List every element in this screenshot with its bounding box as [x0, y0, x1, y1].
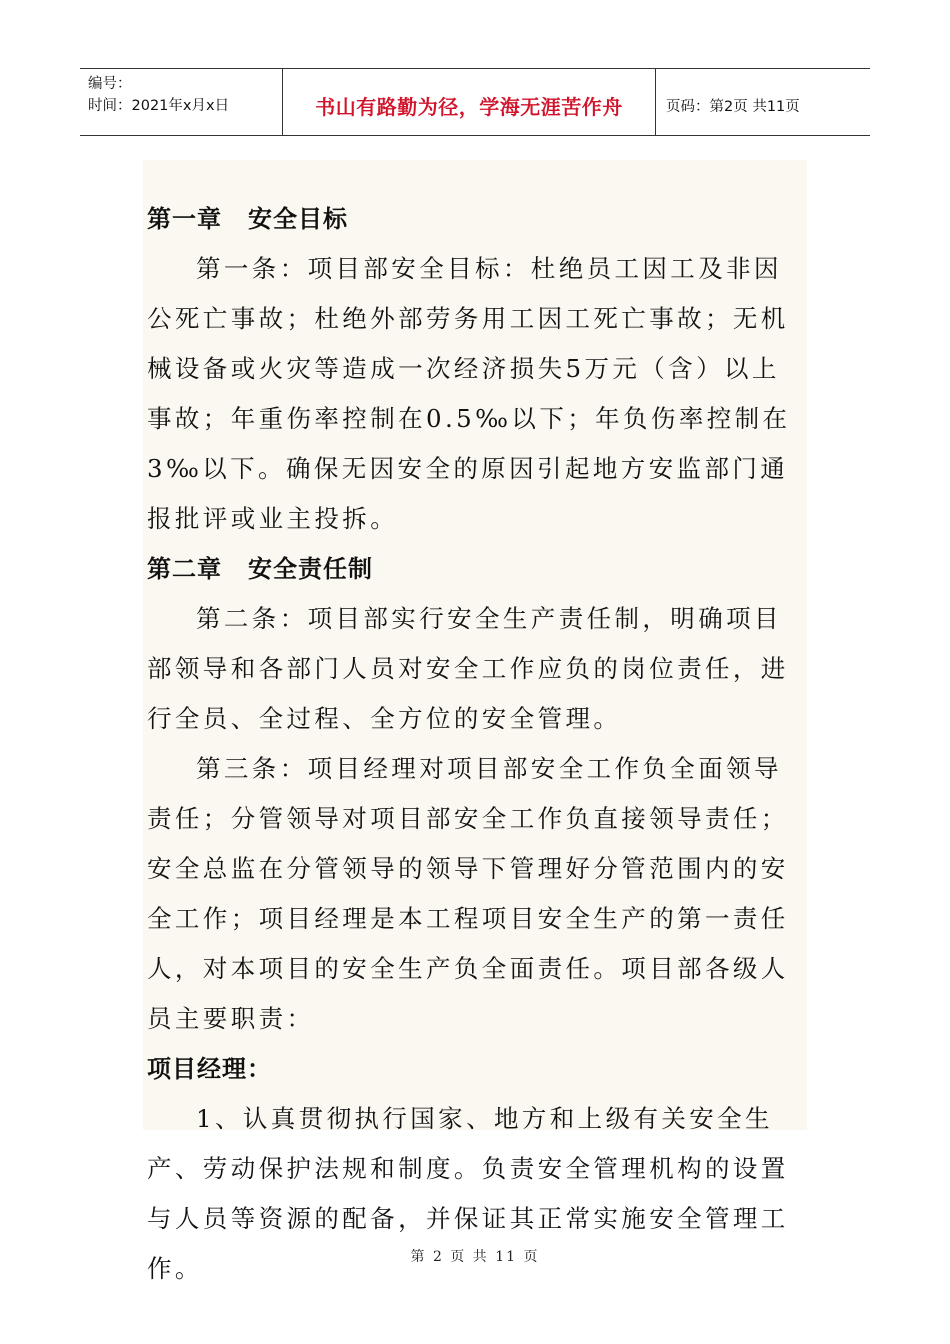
page-footer: 第 2 页 共 11 页 [410, 1249, 540, 1265]
chapter-2-number: 第二章 [147, 555, 222, 583]
chapter-2-title: 安全责任制 [248, 555, 373, 583]
article-2: 第二条：项目部实行安全生产责任制，明确项目部领导和各部门人员对安全工作应负的岗位责任，进行全员、全过程、全方位的安全管理。 [147, 604, 789, 733]
document-number-label: 编号： [88, 76, 132, 92]
article-3: 第三条：项目经理对项目部安全工作负全面领导责任；分管领导对项目部安全工作负直接领导责任；安全总监在分管领导的领导下管理好分管范围内的安全工作；项目经理是本工程项目安全生产的第一责任人，对本项目的安全生产负全面责任。项目部各级人员主要职责： [147, 754, 789, 1033]
article-1: 第一条：项目部安全目标：杜绝员工因工及非因公死亡事故；杜绝外部劳务用工因工死亡事故；无机械设备或火灾等造成一次经济损失5万元（含）以上事故；年重伤率控制在0.5‰以下；年负伤率控制在3‰以下。确保无因安全的原因引起地方安监部门通报批评或业主投拆。 [147, 254, 791, 533]
page-header [80, 68, 870, 136]
chapter-1-number: 第一章 [147, 205, 222, 233]
header-motto: 书山有路勤为径，学海无涯苦作舟 [283, 69, 656, 135]
header-meta [80, 69, 283, 135]
section-project-manager: 项目经理： [147, 1055, 272, 1083]
document-date: 时间：2021年x月x日 [88, 98, 230, 114]
chapter-1-heading [147, 194, 807, 244]
project-manager-item-1: 1、认真贯彻执行国家、地方和上级有关安全生产、劳动保护法规和制度。负责安全管理机构的设置与人员等资源的配备，并保证其正常实施安全管理工作。 [147, 1104, 789, 1283]
chapter-2-heading [147, 544, 807, 594]
chapter-1-title: 安全目标 [248, 205, 348, 233]
header-page-info: 页码：第2页 共11页 [666, 98, 800, 115]
